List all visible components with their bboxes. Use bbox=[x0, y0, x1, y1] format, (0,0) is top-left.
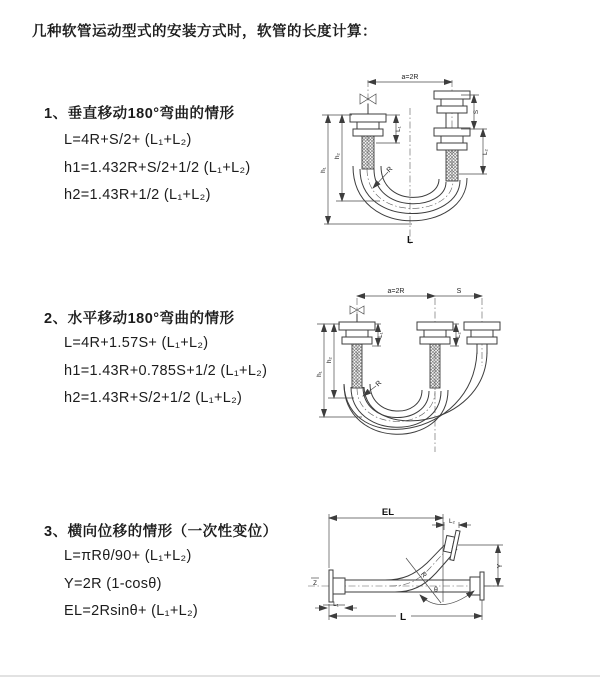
left-pipe-fitting bbox=[339, 322, 375, 388]
section-1-formulas bbox=[64, 127, 251, 210]
pipe-displaced-position bbox=[345, 540, 457, 592]
dim-label-l2: L₂ bbox=[449, 518, 455, 525]
dim-label-l1: L₁ bbox=[377, 332, 384, 338]
right-flange-displaced bbox=[442, 529, 460, 561]
dim-label-s: S bbox=[456, 288, 462, 295]
dim-label-l1: L₁ bbox=[395, 126, 402, 132]
dim-label-r: R bbox=[374, 379, 384, 389]
dim-label-l2: L₂ bbox=[455, 332, 462, 338]
section-3-formulas bbox=[64, 543, 198, 626]
diagram-horizontal-180-bend bbox=[300, 280, 590, 478]
formula-line: h1=1.43R+0.785S+1/2 (L₁+L₂) bbox=[64, 362, 268, 379]
dim-label-h1: h₁ bbox=[316, 371, 323, 377]
dim-label-h2: h₂ bbox=[326, 357, 333, 363]
formula-line: L=πRθ/90+ (L₁+L₂) bbox=[64, 548, 192, 564]
page-title: 几种软管运动型式的安装方式时，软管的长度计算： bbox=[32, 24, 377, 40]
dim-label-y: Y bbox=[497, 563, 504, 569]
right-pipe-fitting bbox=[434, 91, 470, 181]
dim-label-el: EL bbox=[381, 507, 395, 518]
right-flange-original bbox=[470, 572, 484, 600]
centerline-mark bbox=[311, 578, 319, 587]
dim-label-length: L bbox=[399, 612, 407, 623]
formula-line: h1=1.432R+S/2+1/2 (L₁+L₂) bbox=[64, 159, 251, 176]
formula-line: EL=2Rsinθ+ (L₁+L₂) bbox=[64, 603, 199, 619]
diagram-vertical-180-bend bbox=[300, 66, 580, 266]
section-2-heading: 2、水平移动180°弯曲的情形 bbox=[44, 311, 235, 327]
dim-label-length: L bbox=[406, 235, 414, 246]
formula-line: Y=2R (1-cosθ) bbox=[64, 575, 162, 592]
formula-line: L=4R+S/2+ (L₁+L₂) bbox=[64, 132, 192, 148]
section-1-heading: 1、垂直移动180°弯曲的情形 bbox=[44, 106, 235, 122]
section-3-heading: 3、横向位移的情形（一次性变位） bbox=[44, 524, 278, 540]
left-pipe-fitting bbox=[350, 114, 386, 169]
formula-line: h2=1.43R+1/2 (L₁+L₂) bbox=[64, 187, 211, 203]
dim-label-l2: L₂ bbox=[482, 149, 489, 155]
left-flange bbox=[329, 570, 345, 602]
angle-arc bbox=[420, 591, 474, 605]
formula-line: h2=1.43R+S/2+1/2 (L₁+L₂) bbox=[64, 390, 243, 406]
dim-label-h2: h₂ bbox=[334, 153, 341, 159]
diagram-lateral-displacement bbox=[298, 498, 600, 673]
middle-pipe-fitting bbox=[417, 322, 453, 388]
formula-line: L=4R+1.57S+ (L₁+L₂) bbox=[64, 335, 209, 351]
hose-u-bend bbox=[344, 384, 448, 434]
dim-label-a2r: a=2R bbox=[387, 288, 405, 295]
dim-label-r: R bbox=[418, 570, 428, 580]
dim-label-theta: θ bbox=[434, 587, 438, 594]
svg-text:Z: Z bbox=[313, 580, 317, 587]
section-2-formulas bbox=[64, 330, 267, 413]
dim-label-l1: L₁ bbox=[333, 601, 339, 608]
dim-label-r: R bbox=[385, 165, 395, 175]
dim-label-h1: h₁ bbox=[320, 167, 327, 173]
dim-label-a2r: a=2R bbox=[401, 74, 419, 81]
dim-label-s: S bbox=[473, 109, 480, 115]
